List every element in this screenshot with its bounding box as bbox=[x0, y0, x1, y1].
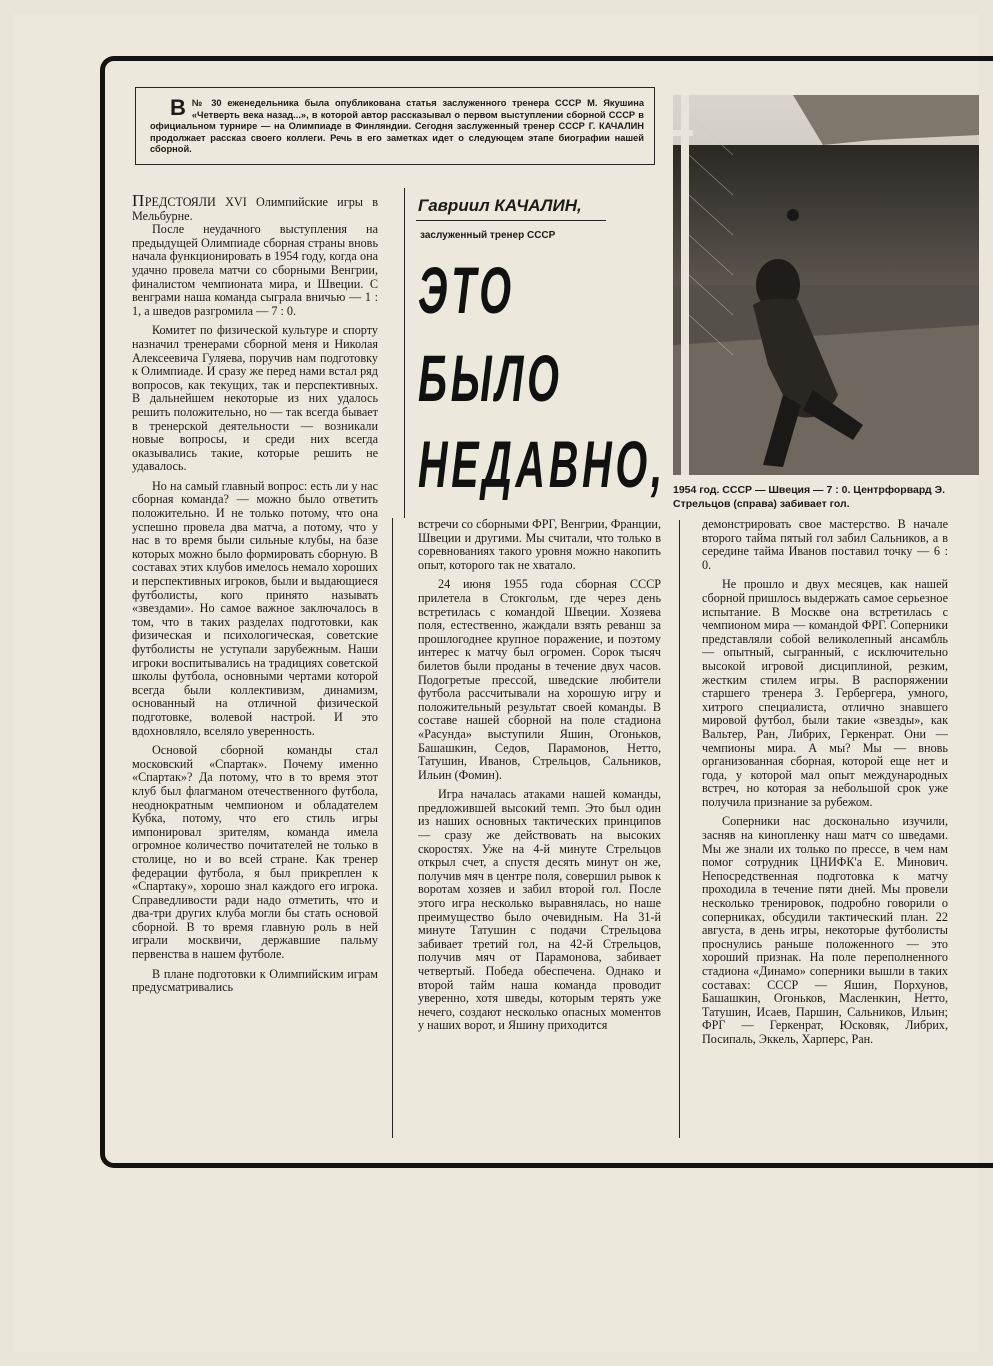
headline-line-2: БЫЛО bbox=[418, 341, 563, 415]
paragraph: Соперники нас досконально изучили, засняв на кинопленку наш матч со шведами. Мы же знали их только по прессе, в чем нам помог сотрудник ЦНИФК'а Е. Минович. Непосредственная подготовка к матчу проходила в течение пяти дней. Мы провели несколько тренировок, подробно говорили о соперниках, обсудили тактический план. 22 августа, в день игры, некоторые футболисты проснулись раньше положенного — это хороший признак. На поле переполненного стадиона «Динамо» соперники вышли в таких составах: СССР — Яшин, Порхунов, Башашкин, Огоньков, Масленкин, Нетто, Татушин, Исаев, Паршин, Сальников, Ильин; ФРГ — Геркенрат, Юсковяк, Либрих, Посипаль, Эккель, Харперс, Ран. bbox=[702, 814, 948, 1046]
match-photo bbox=[673, 95, 979, 475]
photo-caption: 1954 год. СССР — Швеция — 7 : 0. Центрфорвард Э. Стрельцов (справа) забивает гол. bbox=[673, 484, 945, 510]
article-dropcap: П bbox=[132, 194, 145, 210]
intro-dropcap: В bbox=[170, 95, 186, 120]
column-rule-2 bbox=[679, 520, 680, 1138]
paragraph: встречи со сборными ФРГ, Венгрии, Франции, Швеции и другими. Мы считали, что только в соревнованиях такого уровня можно накопить опыт, которого так не хватало. bbox=[418, 518, 661, 572]
paragraph: Не прошло и двух месяцев, как нашей сборной пришлось выдержать самое серьезное испытание. В Москве она встретилась с чемпионом мира — командой ФРГ. Соперники представляли собой великолепный ансамбль — опытный, сыгранный, с исключительно высокой игровой дисциплиной, резким, жестким стилем игры. В распоряжении старшего тренера З. Гербергера, умного, хитрого специалиста, отлично знавшего мировой футбол, были такие «звезды», как Вальтер, Ран, Либрих, Геркенрат. Они — чемпионы мира. А мы? Мы — вновь организованная сборная, которой еще нет и года, у которой мал опыт международных встреч, но которая за небольшой срок уже получила признание за рубежом. bbox=[702, 577, 948, 809]
author-title: заслуженный тренер СССР bbox=[420, 230, 556, 241]
paragraph: В плане подготовки к Олимпийским играм предусматривались bbox=[132, 966, 378, 995]
author-name: Гавриил КАЧАЛИН, bbox=[418, 196, 582, 215]
paragraph: После неудачного выступления на предыдущей Олимпиаде сборная страны вновь начала функционировать в 1954 году, когда она удачно провела матчи со сборными Венгрии, финалистом чемпионата мира, и Швеции. С венграми наша команда сыграла вничью — 1 : 1, а шведов разгромила — 7 : 0. bbox=[132, 222, 378, 318]
paragraph: демонстрировать свое мастерство. В начале второго тайма пятый гол забил Сальников, а в середине тайма Иванов поставил точку — 6 : 0. bbox=[702, 518, 948, 572]
opening-paragraph: ПРЕДСТОЯЛИ XVI Олимпийские игры в Мельбурне. bbox=[132, 194, 378, 223]
paragraph: Основой сборной команды стал московский «Спартак». Почему именно «Спартак»? Да потому, что в то время этот клуб был флагманом отечественного футбола, неоднократным чемпионом и обладателем Кубка, потому, что его стиль игры импонировал зрителям, команда имела огромное количество почитателей не только в столице, но и во всей стране. Как тренер федерации футбола, я был прикреплен к «Спартаку», хорошо знал каждого его игрока. Справедливости ради надо отметить, что и два-три других клуба могли бы стать основой сборной. В то время главную роль в ней играли москвичи, державшие пальму первенства в нашем футболе. bbox=[132, 743, 378, 962]
column-rule-1 bbox=[392, 518, 393, 1138]
intro-box bbox=[135, 87, 655, 165]
article-column-3 bbox=[702, 518, 948, 1146]
football-photo-image bbox=[673, 95, 979, 475]
intro-text: № 30 еженедельника была опубликована статья заслуженного тренера СССР М. Якушина «Четверть века назад...», в которой автор рассказывал о первом выступлении сборной СССР в официальном турнире — на Олимпиаде в Финляндии. Сегодня заслуженный тренер СССР Г. КАЧАЛИН продолжает рассказ своего коллеги. Речь в его заметках идет о следующем этапе биографии нашей сборной. bbox=[150, 98, 644, 155]
author-rule bbox=[416, 220, 606, 221]
paragraph: Но на самый главный вопрос: есть ли у нас сборная команда? — можно было ответить положительно. И не только потому, что она успешно провела два матча, а потому, что у нас в то время были сильные клубы, на базе которых можно было формировать сборную. В составах этих клубов имелось немало хороших и перспективных игроков, были и выдающиеся футболисты, кого принято называть «звездами». Но самое важное заключалось в том, что в таких разделах подготовки, как физическая и психологическая, советские футболисты не уступали зарубежным. Наши игроки воспитывались на традициях советской школы футбола, основными чертами которой всегда были коллективизм, динамизм, основанный на отличной физической подготовке, волевой настрой. И это вдохновляло, вселяло уверенность. bbox=[132, 478, 378, 738]
headline-line-1: ЭТО bbox=[418, 253, 515, 327]
paragraph: 24 июня 1955 года сборная СССР прилетела в Стокгольм, где через день встретилась с командой Швеции. Хозяева поля, естественно, жаждали взять реванш за прошлогоднее крупное поражение, и поэтому интерес к матчу был огромен. Сорок тысяч билетов были проданы в течение двух часов. Подогретые прессой, шведские любители футбола рассчитывали на хорошую игру и положительный результат своей команды. В составе нашей сборной на поле стадиона «Расунда» выступили Яшин, Огоньков, Башашкин, Седов, Парамонов, Нетто, Татушин, Иванов, Стрельцов, Сальников, Ильин (Фомин). bbox=[418, 577, 661, 782]
headline-column-rule bbox=[404, 188, 405, 518]
headline-line-3: НЕДАВНО, bbox=[418, 427, 667, 501]
article-column-2 bbox=[418, 518, 661, 1146]
article-column-1 bbox=[132, 194, 378, 1146]
paragraph: Комитет по физической культуре и спорту назначил тренерами сборной меня и Николая Алексеевича Гуляева, поручив нам подготовку к Олимпиаде. И сразу же перед нами встал ряд вопросов, как текущих, так и перспективных. В дальнейшем некоторые из них удалось решить положительно, но — так всегда бывает в тренерской деятельности — возникали новые вопросы, и среди них всегда оказывались такие, которые решить не удавалось. bbox=[132, 323, 378, 474]
paragraph: Игра началась атаками нашей команды, предложившей высокий темп. Это был один из наших основных тактических принципов — сразу же действовать на высоких скоростях. Уже на 4-й минуте Стрельцов открыл счет, а спустя десять минут он же, получив мяч в центре поля, совершил рывок к воротам хозяев и забил второй гол. После этого игра несколько выравнялась, но наше преимущество было очевидным. На 31-й минуте Татушин с подачи Стрельцова забивает третий гол, на 42-й Стрельцов, получив мяч от Парамонова, забивает четвертый. Победа обеспечена. Однако и второй тайм наша команда проводит уверенно, хотя шведы, которым терять уже нечего, создают несколько опасных моментов у наших ворот, и Яшину приходится bbox=[418, 787, 661, 1033]
